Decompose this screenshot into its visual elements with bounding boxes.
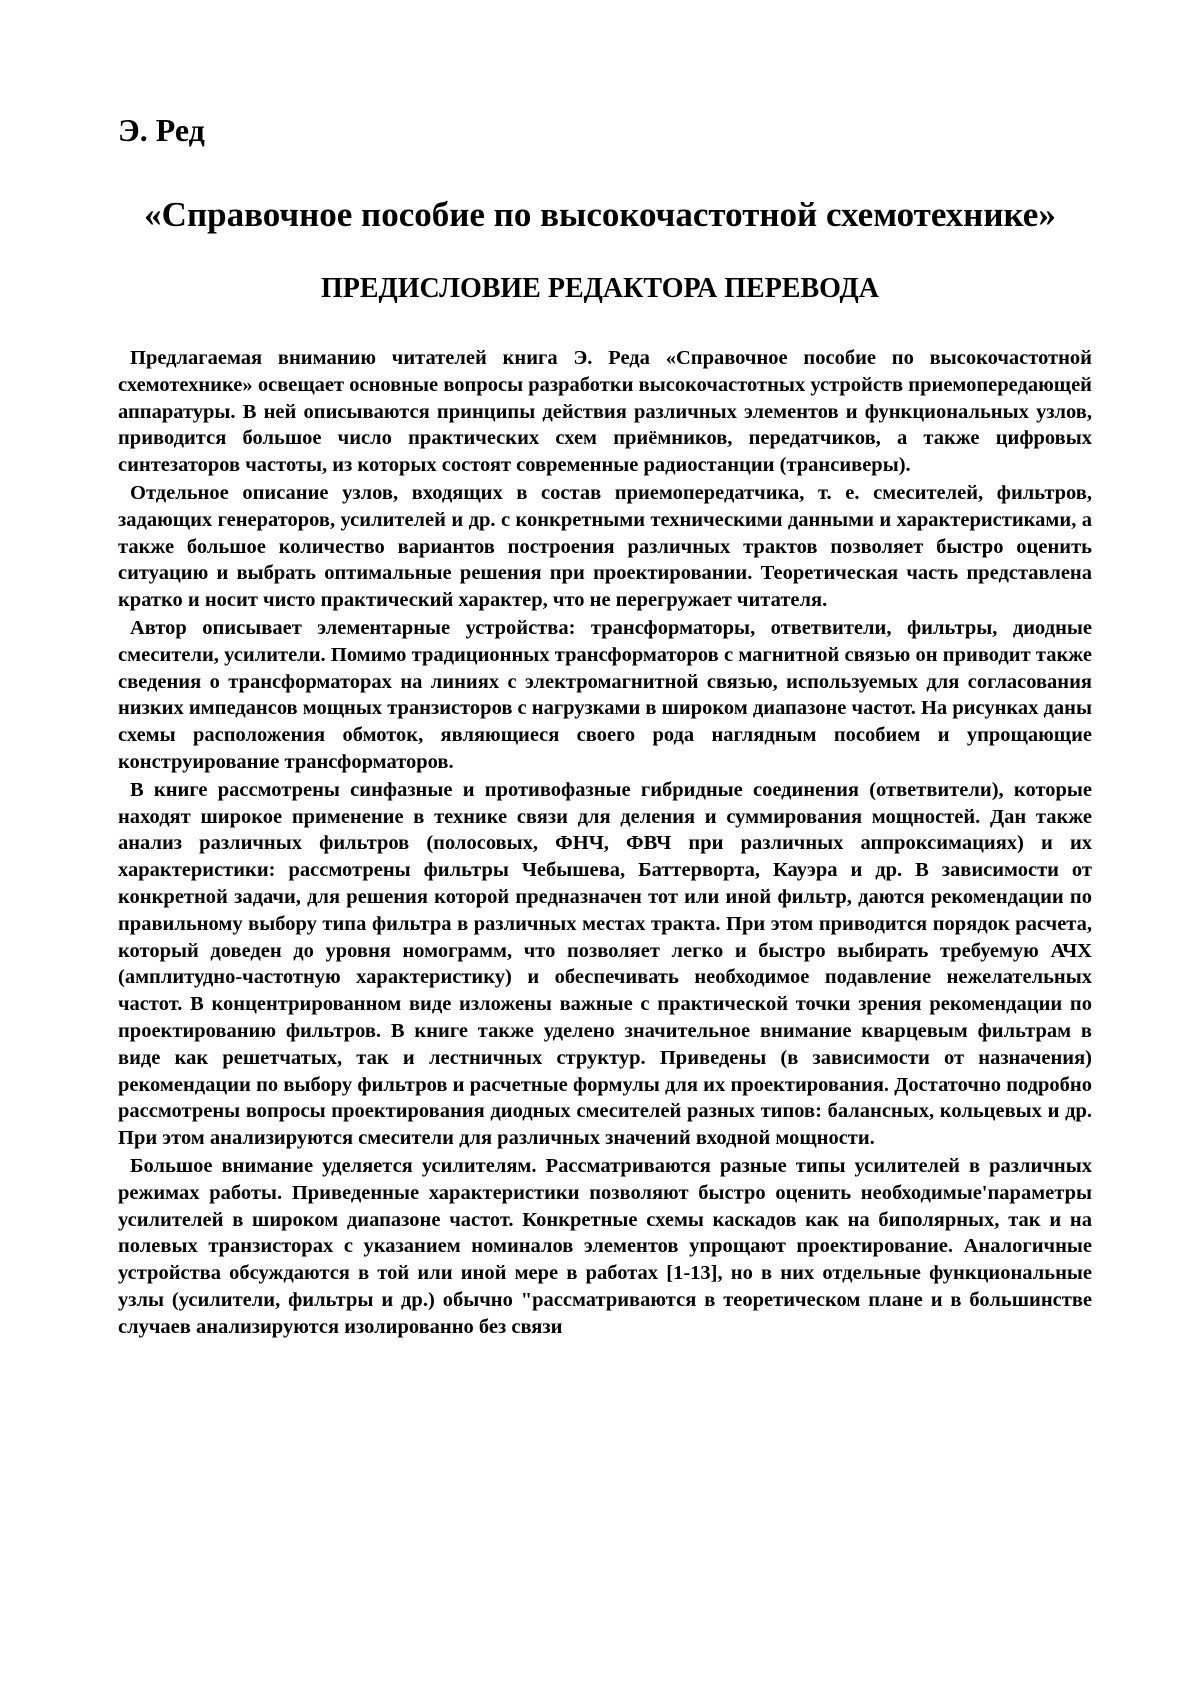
author-name: Э. Ред <box>118 112 205 148</box>
section-title: ПРЕДИСЛОВИЕ РЕДАКТОРА ПЕРЕВОДА <box>320 273 880 304</box>
paragraph: Большое внимание уделяется усилителям. Рассматриваются разные типы усилителей в различных режимах работы. Приведенные характеристики позволяют быстро оценить необходимые'параметры усилителей в широком диапазоне частот. Конкретные схемы каскадов как на биполярных, так и на полевых транзисторах с указанием номиналов элементов упрощают проектирование. Аналогичные устройства обсуждаются в той или иной мере в работах [1-13], но в них отдельные функциональные узлы (усилители, фильтры и др.) обычно "рассматриваются в теоретическом плане и в большинстве случаев анализируются изолированно без связи <box>118 1154 1092 1338</box>
paragraph: В книге рассмотрены синфазные и противофазные гибридные соединения (ответвители), которые находят широкое применение в технике связи для деления и суммирования мощностей. Дан также анализ различных фильтров (полосовых, ФНЧ, ФВЧ при различных аппроксимациях) и их характеристики: рассмотрены фильтры Чебышева, Баттерворта, Кауэра и др. В зависимости от конкретной задачи, для решения которой предназначен тот или иной фильтр, даются рекомендации по правильному выбору типа фильтра в различных местах тракта. При этом приводится порядок расчета, который доведен до уровня номограмм, что позволяет легко и быстро выбирать требуемую АЧХ (амплитудно-частотную характеристику) и обеспечивать необходимое подавление нежелательных частот. В концентрированном виде изложены важные с практической точки зрения рекомендации по проектированию фильтров. В книге также уделено значительное внимание кварцевым фильтрам в виде как решетчатых, так и лестничных структур. Приведены (в зависимости от назначения) рекомендации по выбору фильтров и расчетные формулы для их проектирования. Достаточно подробно рассмотрены вопросы проектирования диодных смесителей разных типов: балансных, кольцевых и др. При этом анализируются смесители для различных значений входной мощности. <box>118 778 1092 1150</box>
body-text <box>118 345 1092 1341</box>
paragraph: Автор описывает элементарные устройства: трансформаторы, ответвители, фильтры, диодные смесители, усилители. Помимо традиционных трансформаторов с магнитной связью он приводит также сведения о трансформаторах на линиях с электромагнитной связью, используемых для согласования низких импедансов мощных транзисторов с нагрузками в широком диапазоне частот. На рисунках даны схемы расположения обмоток, являющиеся своего рода наглядным пособием и упрощающие конструирование трансформаторов. <box>118 616 1092 773</box>
book-title: «Справочное пособие по высокочастотной схемотехнике» <box>144 195 1056 234</box>
paragraph: Отдельное описание узлов, входящих в состав приемопередатчика, т. е. смесителей, фильтров, задающих генераторов, усилителей и др. с конкретными техническими данными и характеристиками, а также большое количество вариантов построения различных трактов позволяет быстро оценить ситуацию и выбрать оптимальные решения при проектировании. Теоретическая часть представлена кратко и носит чисто практический характер, что не перегружает читателя. <box>118 481 1092 612</box>
paragraph: Предлагаемая вниманию читателей книга Э. Реда «Справочное пособие по высокочастотной схемотехнике» освещает основные вопросы разработки высокочастотных устройств приемопередающей аппаратуры. В ней описываются принципы действия различных элементов и функциональных узлов, приводится большое число практических схем приёмников, передатчиков, а также цифровых синтезаторов частоты, из которых состоят современные радиостанции (трансиверы). <box>118 347 1092 477</box>
